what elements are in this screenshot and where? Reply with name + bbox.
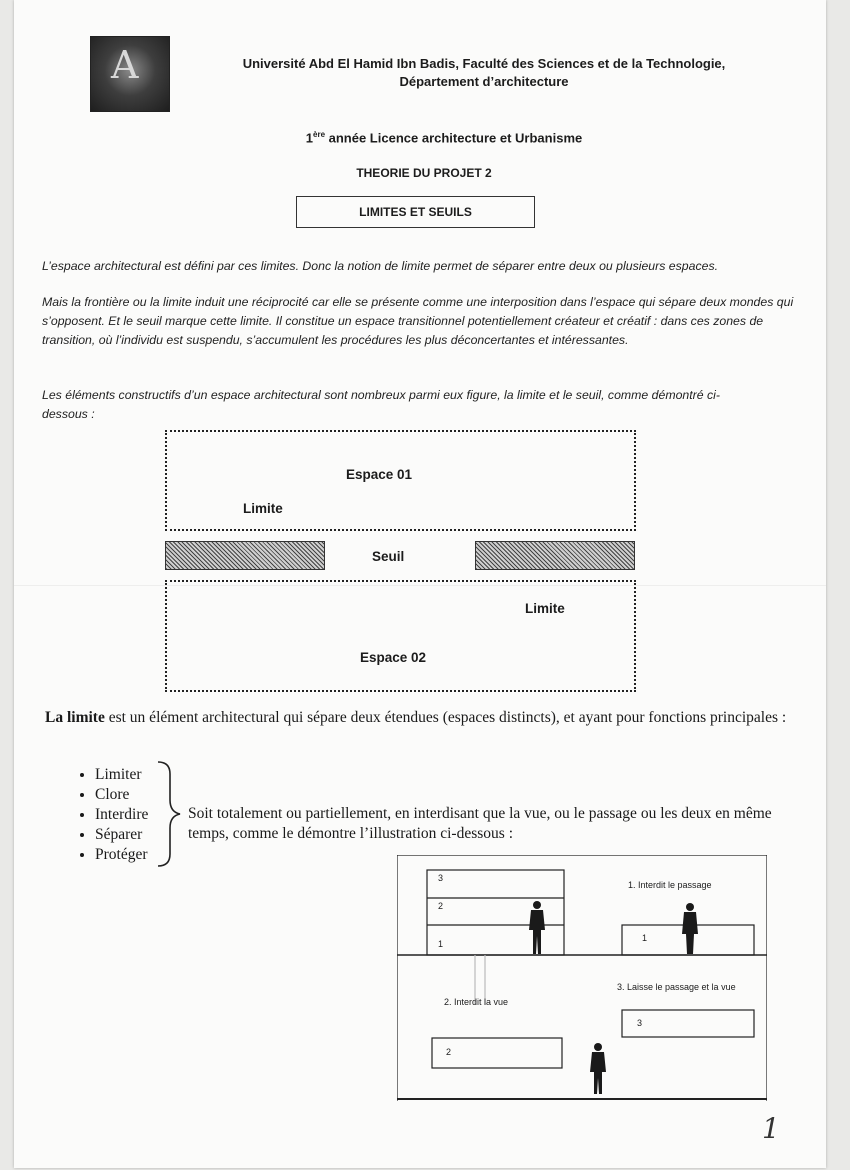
wall-3-number: 3 [637,1018,643,1028]
paragraph-threshold: Mais la frontière ou la limite induit une réciprocité car elle se présente comme une interposition dans l’espace qui sépare deux mondes qui s’opposent. Et le seuil marque cette limite. Il constitue un espace transitionnel potentiellement créateur et créatif : dans ces zones de transition, où l’individu est suspendu, s’accumulent les procédures les plus déconcertantes et intéressantes. [42,295,794,347]
threshold-label: Seuil [372,549,405,564]
paragraph-intro: L’espace architectural est défini par ces limites. Donc la notion de limite permet de séparer entre deux ou plusieurs espaces. [42,259,719,273]
paragraph-elements: Les éléments constructifs d’un espace architectural sont nombreux parmi eux figure, la limite et le seuil, comme démontré ci-dessous : [42,388,720,421]
function-item: • Limiter [95,765,148,785]
function-item: • Protéger [95,845,148,865]
department-name: Département d’architecture [399,74,569,89]
limit-label-top: Limite [243,501,283,516]
document-title: LIMITES ET SEUILS [296,196,535,228]
person-silhouette-icon [526,900,548,956]
space-02-box [165,580,636,692]
caption-allows-passage-view: 3. Laisse le passage et la vue [617,982,736,992]
document-page [14,0,826,1168]
space-02-label: Espace 02 [360,650,427,665]
layer-3-number: 3 [438,873,444,883]
functions-note: Soit totalement ou partiellement, en interdisant que la vue, ou le passage ou les deux en même temps, comme le démontre l’illustration ci-dessous : [188,805,772,842]
function-item: • Clore [95,785,148,805]
limit-label-bottom: Limite [525,601,565,616]
wall-left-hatch [165,541,325,570]
wall-2-number: 2 [446,1047,452,1057]
curly-brace-icon [154,760,184,868]
year-number: 1 [305,130,313,146]
university-name: Université Abd El Hamid Ibn Badis, Faculté des Sciences et de la Technologie, [242,56,726,71]
functions-list [69,765,148,865]
function-item: • Interdire [95,805,148,825]
function-item: • Séparer [95,825,148,845]
caption-blocks-passage: 1. Interdit le passage [628,880,712,890]
year-suffix: ère [313,130,326,139]
limit-definition [45,706,805,730]
study-year [224,130,664,145]
space-01-label: Espace 01 [346,467,413,482]
person-silhouette-icon [588,1042,608,1096]
definition-text: est un élément architectural qui sépare deux étendues (espaces distincts), et ayant pour fonctions principales : [104,709,787,726]
logo-glyph: A [111,43,139,87]
course-name: THEORIE DU PROJET 2 [356,166,492,180]
wall-right-hatch [475,541,635,570]
caption-blocks-view: 2. Interdit la vue [444,997,509,1007]
person-silhouette-icon [680,902,700,956]
year-program: année Licence architecture et Urbanisme [325,130,583,146]
university-logo-icon [90,36,170,112]
layer-2-number: 2 [438,901,444,911]
wall-1-number: 1 [642,933,648,943]
definition-term: La limite [45,709,105,726]
limit-types-illustration [397,855,767,1101]
page-number-mark: 1 [762,1112,780,1145]
layer-1-number: 1 [438,939,444,949]
